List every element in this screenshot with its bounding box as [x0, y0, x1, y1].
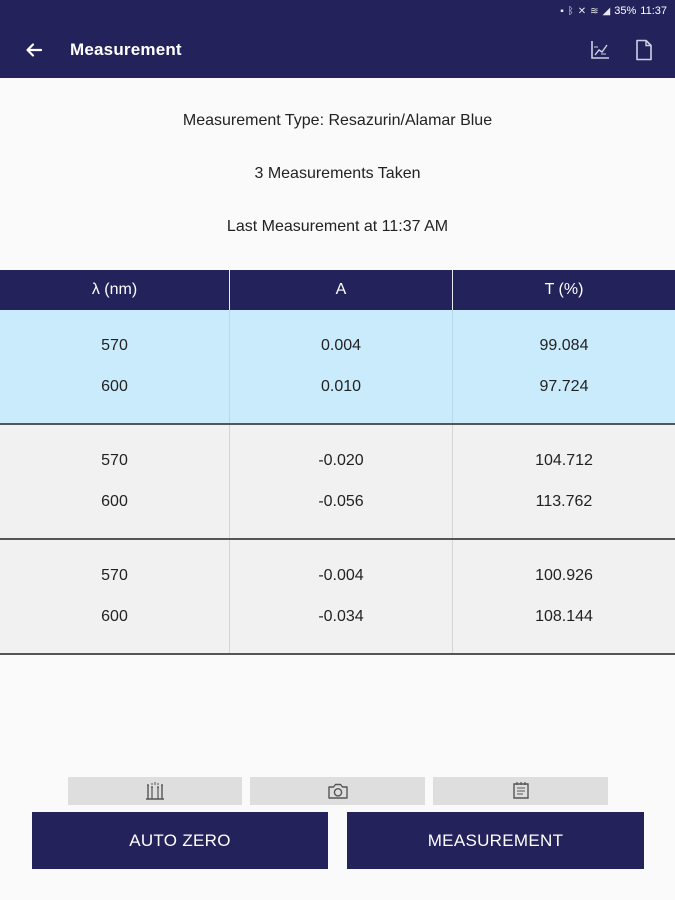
- transmittance-value: 108.144: [535, 608, 593, 625]
- signal-icon: ◢: [602, 5, 611, 17]
- wavelength-value: 600: [101, 608, 128, 625]
- absorbance-cell: [230, 425, 453, 538]
- absorbance-value: -0.004: [318, 567, 364, 584]
- transmittance-value: 99.084: [539, 337, 589, 354]
- notes-button[interactable]: [433, 777, 608, 805]
- absorbance-cell: [230, 540, 453, 653]
- measurement-row[interactable]: [0, 310, 675, 425]
- tool-row: [0, 777, 675, 805]
- file-icon: [634, 39, 654, 61]
- measurement-type-text: Measurement Type: Resazurin/Alamar Blue: [182, 112, 493, 129]
- sim-icon: ▪: [560, 5, 564, 17]
- transmittance-cell: [453, 540, 675, 653]
- cuvette-icon: [144, 781, 166, 801]
- wavelength-value: 570: [101, 337, 128, 354]
- arrow-back-icon: [25, 41, 43, 59]
- transmittance-value: 97.724: [539, 378, 589, 395]
- measurement-info: [0, 78, 675, 270]
- wavelength-value: 570: [101, 452, 128, 469]
- wavelength-value: 600: [101, 378, 128, 395]
- measurement-count-text: 3 Measurements Taken: [254, 165, 421, 182]
- back-button[interactable]: [22, 38, 46, 62]
- header-transmittance: T (%): [544, 281, 584, 298]
- header-absorbance: A: [230, 270, 453, 310]
- wavelength-cell: [0, 425, 230, 538]
- wavelength-value: 570: [101, 567, 128, 584]
- camera-icon: [327, 782, 349, 800]
- page-title: Measurement: [70, 40, 182, 59]
- measurement-row[interactable]: [0, 540, 675, 655]
- measurement-table: [0, 270, 675, 655]
- measurement-row[interactable]: [0, 425, 675, 540]
- chart-icon: [589, 39, 611, 61]
- measurement-button[interactable]: MEASUREMENT: [347, 812, 644, 869]
- absorbance-value: 0.004: [320, 337, 362, 354]
- transmittance-cell: [453, 310, 675, 423]
- absorbance-value: -0.020: [318, 452, 364, 469]
- camera-button[interactable]: [250, 777, 425, 805]
- cuvette-button[interactable]: [68, 777, 242, 805]
- export-file-button[interactable]: [633, 39, 655, 61]
- wavelength-cell: [0, 540, 230, 653]
- table-header: [0, 270, 675, 310]
- wavelength-cell: [0, 310, 230, 423]
- clock: 11:37: [640, 5, 667, 17]
- chart-button[interactable]: [589, 39, 611, 61]
- bluetooth-icon: ᛒ: [567, 5, 574, 17]
- transmittance-value: 100.926: [535, 567, 593, 584]
- absorbance-value: -0.056: [318, 493, 364, 510]
- absorbance-value: 0.010: [320, 378, 362, 395]
- wavelength-value: 600: [101, 493, 128, 510]
- notepad-icon: [511, 781, 531, 801]
- status-bar: [0, 0, 675, 22]
- app-bar: [0, 22, 675, 78]
- header-wavelength: λ (nm): [0, 270, 230, 310]
- absorbance-value: -0.034: [318, 608, 364, 625]
- transmittance-cell: [453, 425, 675, 538]
- last-measurement-text: Last Measurement at 11:37 AM: [226, 218, 449, 235]
- transmittance-value: 113.762: [535, 493, 593, 510]
- mute-icon: ✕: [577, 5, 587, 17]
- wifi-icon: ≋: [590, 5, 599, 17]
- auto-zero-button[interactable]: AUTO ZERO: [32, 812, 328, 869]
- absorbance-cell: [230, 310, 453, 423]
- transmittance-value: 104.712: [535, 452, 593, 469]
- battery-level: 35%: [614, 5, 637, 17]
